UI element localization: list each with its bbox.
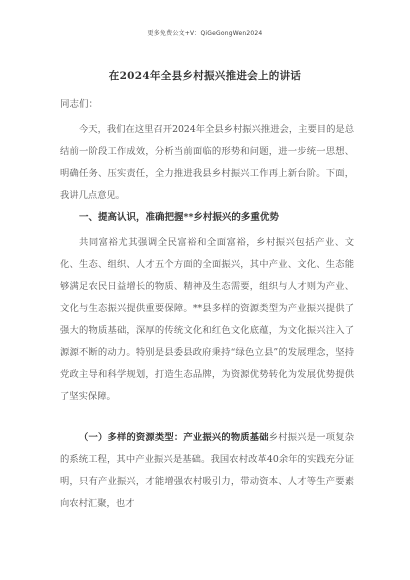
document-title: 在2024年全县乡村振兴推进会上的讲话	[108, 70, 302, 82]
section-one-paragraph: 共同富裕尤其强调全民富裕和全面富裕，乡村振兴包括产业、文化、生态、组织、人才五个方面的全面振兴，其中产业、文化、生态能够满足农民日益增长的物质、精神及生态需要，组织与人才则为产业、文化与生态振兴提供重要保障。**县多样的资源类型为产业振兴提供了强大的物质基础，深厚的传统文化和红色文化底蕴，为文化振兴注入了源源不断的动力。特别是县委县政府秉持“绿色立县”的发展理念，坚持党政主导和科学规划，打造生态品牌，为资源优势转化为发展优势提供了坚实保障。	[60, 237, 354, 402]
intro-paragraph: 今天，我们在这里召开2024年全县乡村振兴推进会，主要目的是总结前一阶段工作成效，分析当前面临的形势和问题，进一步统一思想、明确任务、压实责任，全力推进我县乡村振兴工作再上新台阶。下面，我讲几点意见。	[60, 124, 354, 201]
salutation: 同志们：	[60, 99, 99, 110]
subsection-one-text: 乡村振兴是一项复杂的系统工程，其中产业振兴是基础。我国农村改革40余年的实践充分证明，只有产业振兴，才能增强农村吸引力，带动资本、人才等生产要素向农村汇聚，也才	[60, 432, 354, 509]
subsection-one-paragraph	[60, 427, 354, 515]
subsection-one-heading: （一）多样的资源类型：产业振兴的物质基础	[79, 432, 269, 443]
header-note: 更多免费公文+V：QiGeGongWen2024	[147, 30, 263, 37]
section-one-heading: 一、提高认识，准确把握**乡村振兴的多重优势	[79, 212, 279, 223]
